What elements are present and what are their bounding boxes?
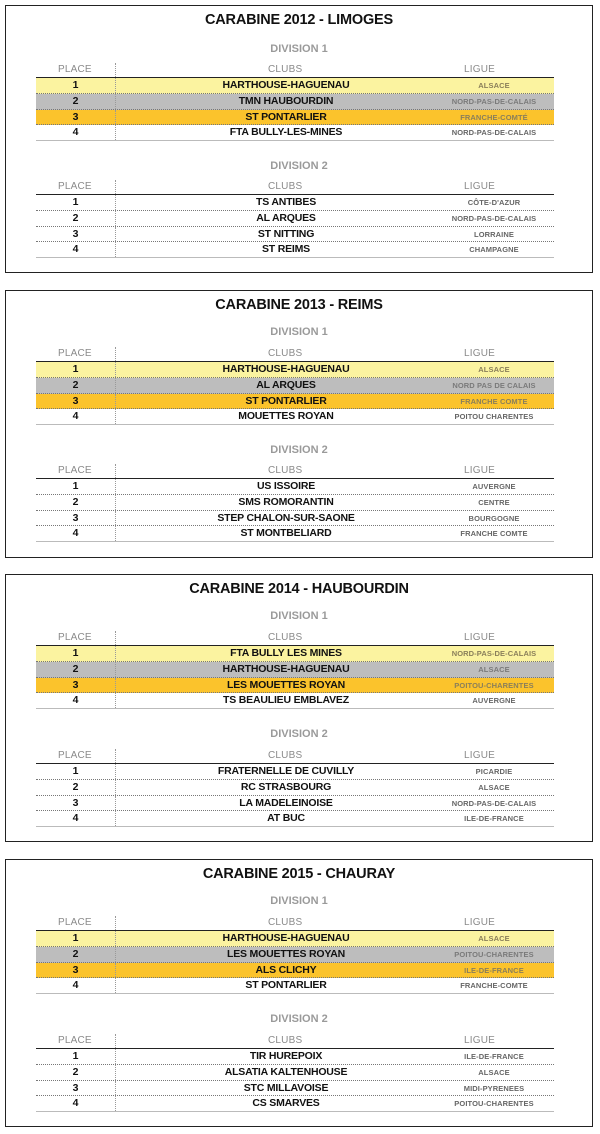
- club: ALSATIA KALTENHOUSE: [224, 1065, 348, 1078]
- place: 1: [72, 765, 79, 777]
- table-header: [36, 63, 554, 78]
- place: 4: [72, 527, 79, 540]
- ligue: NORD-PAS-DE-CALAIS: [451, 128, 537, 138]
- header-clubs: CLUBS: [268, 632, 303, 643]
- header-place: PLACE: [58, 181, 92, 192]
- ligue: BOURGOGNE: [468, 513, 520, 523]
- table-row: [36, 811, 554, 827]
- club: LA MADELEINOISE: [239, 796, 333, 809]
- club: US ISSOIRE: [256, 480, 316, 492]
- club: TS ANTIBES: [255, 196, 317, 208]
- ligue: ALSACE: [478, 365, 510, 374]
- place: 1: [72, 79, 79, 91]
- place: 4: [72, 243, 79, 256]
- place: 3: [72, 227, 79, 240]
- table-row: [36, 378, 554, 394]
- place: 2: [72, 495, 79, 508]
- header-ligue: LIGUE: [464, 917, 496, 928]
- header-ligue: LIGUE: [464, 181, 496, 192]
- division-1-table: [36, 347, 554, 425]
- table-row: [36, 110, 554, 126]
- table-header: [36, 631, 554, 646]
- place: 4: [72, 1097, 79, 1110]
- place: 4: [72, 126, 79, 139]
- header-place: PLACE: [58, 750, 92, 761]
- table-row: [36, 211, 554, 227]
- club: FTA BULLY LES MINES: [230, 647, 342, 659]
- place: 3: [72, 796, 79, 809]
- club: AL ARQUES: [256, 211, 316, 224]
- place: 2: [72, 780, 79, 793]
- club: LES MOUETTES ROYAN: [227, 678, 345, 691]
- table-row: [36, 963, 554, 979]
- card-title: CARABINE 2015 - CHAURAY: [202, 866, 396, 882]
- ligue: MIDI-PYRENEES: [463, 1083, 525, 1093]
- table-row: [36, 978, 554, 994]
- place: 4: [72, 812, 79, 825]
- place: 2: [72, 1065, 79, 1078]
- table-header: [36, 347, 554, 362]
- table-row: [36, 931, 554, 947]
- club: ST PONTARLIER: [245, 394, 327, 407]
- table-row: [36, 495, 554, 511]
- table-row: [36, 125, 554, 141]
- table-row: [36, 526, 554, 542]
- table-row: [36, 764, 554, 780]
- place: 1: [72, 363, 79, 375]
- division-2-title: DIVISION 2: [270, 160, 328, 172]
- place: 1: [72, 647, 79, 659]
- ligue: NORD-PAS-DE-CALAIS: [451, 96, 537, 106]
- table-row: [36, 1065, 554, 1081]
- header-ligue: LIGUE: [464, 348, 496, 359]
- club: STC MILLAVOISE: [243, 1081, 329, 1094]
- table-header: [36, 749, 554, 764]
- table-row: [36, 362, 554, 378]
- header-place: PLACE: [58, 632, 92, 643]
- ligue: ILE-DE-FRANCE: [464, 814, 524, 824]
- division-1-table: [36, 631, 554, 709]
- ligue: NORD PAS DE CALAIS: [452, 380, 536, 390]
- place: 4: [72, 979, 79, 992]
- header-clubs: CLUBS: [268, 465, 303, 476]
- table-row: [36, 1096, 554, 1112]
- club: ST PONTARLIER: [245, 979, 327, 992]
- header-clubs: CLUBS: [268, 1035, 303, 1046]
- table-row: [36, 1049, 554, 1065]
- ligue: ALSACE: [478, 782, 510, 792]
- club: ALS CLICHY: [255, 963, 317, 976]
- ligue: CÔTE-D'AZUR: [467, 198, 521, 207]
- header-ligue: LIGUE: [464, 465, 496, 476]
- place: 1: [72, 1050, 79, 1062]
- place: 4: [72, 410, 79, 423]
- club: AT BUC: [267, 812, 305, 825]
- ligue: NORD-PAS-DE-CALAIS: [451, 798, 537, 808]
- results-card-2013: [5, 290, 593, 558]
- table-row: [36, 94, 554, 110]
- club: HARTHOUSE-HAGUENAU: [222, 79, 350, 91]
- club: STEP CHALON-SUR-SAONE: [217, 511, 355, 524]
- table-row: [36, 511, 554, 527]
- table-header: [36, 916, 554, 931]
- club: TIR HUREPOIX: [249, 1050, 323, 1062]
- club: FTA BULLY-LES-MINES: [229, 126, 343, 139]
- header-clubs: CLUBS: [268, 64, 303, 75]
- table-row: [36, 409, 554, 425]
- division-2-table: [36, 180, 554, 258]
- division-1-table: [36, 916, 554, 994]
- division-2-title: DIVISION 2: [270, 444, 328, 456]
- club: CS SMARVES: [252, 1097, 320, 1110]
- club: ST NITTING: [257, 227, 315, 240]
- ligue: POITOU-CHARENTES: [454, 1099, 534, 1109]
- club: ST REIMS: [262, 243, 310, 256]
- ligue: NORD-PAS-DE-CALAIS: [451, 649, 537, 658]
- header-ligue: LIGUE: [464, 632, 496, 643]
- table-row: [36, 947, 554, 963]
- header-clubs: CLUBS: [268, 181, 303, 192]
- table-row: [36, 678, 554, 694]
- club: HARTHOUSE-HAGUENAU: [222, 662, 350, 675]
- club: MOUETTES ROYAN: [238, 410, 334, 423]
- table-row: [36, 693, 554, 709]
- header-ligue: LIGUE: [464, 1035, 496, 1046]
- place: 3: [72, 963, 79, 976]
- header-ligue: LIGUE: [464, 750, 496, 761]
- header-place: PLACE: [58, 1035, 92, 1046]
- header-ligue: LIGUE: [464, 64, 496, 75]
- ligue: PICARDIE: [475, 767, 513, 776]
- club: LES MOUETTES ROYAN: [227, 947, 345, 960]
- division-2-title: DIVISION 2: [270, 728, 328, 740]
- ligue: POITOU CHARENTES: [454, 412, 534, 422]
- table-row: [36, 227, 554, 243]
- card-title: CARABINE 2013 - REIMS: [215, 297, 383, 313]
- table-header: [36, 180, 554, 195]
- place: 3: [72, 394, 79, 407]
- card-title: CARABINE 2012 - LIMOGES: [205, 12, 393, 28]
- table-row: [36, 479, 554, 495]
- ligue: ALSACE: [478, 934, 510, 943]
- ligue: LORRAINE: [474, 229, 514, 239]
- place: 2: [72, 378, 79, 391]
- header-clubs: CLUBS: [268, 348, 303, 359]
- ligue: CENTRE: [478, 497, 510, 507]
- ligue: FRANCHE-COMTÉ: [460, 112, 528, 122]
- club: TS BEAULIEU EMBLAVEZ: [223, 694, 349, 707]
- ligue: ALSACE: [478, 664, 510, 674]
- table-row: [36, 780, 554, 796]
- table-header: [36, 464, 554, 479]
- club: RC STRASBOURG: [240, 780, 332, 793]
- results-card-2014: [5, 574, 593, 842]
- division-2-table: [36, 464, 554, 542]
- division-1-title: DIVISION 1: [270, 610, 328, 622]
- division-2-title: DIVISION 2: [270, 1013, 328, 1025]
- place: 1: [72, 480, 79, 492]
- division-2-table: [36, 1034, 554, 1112]
- results-card-2012: [5, 5, 593, 273]
- place: 4: [72, 694, 79, 707]
- ligue: FRANCHE COMTE: [460, 396, 528, 406]
- division-1-title: DIVISION 1: [270, 43, 328, 55]
- card-title: CARABINE 2014 - HAUBOURDIN: [189, 581, 409, 597]
- division-1-title: DIVISION 1: [270, 326, 328, 338]
- place: 2: [72, 947, 79, 960]
- table-row: [36, 78, 554, 94]
- ligue: FRANCHE COMTE: [460, 529, 528, 539]
- ligue: ILE-DE-FRANCE: [464, 965, 524, 975]
- place: 2: [72, 94, 79, 107]
- club: AL ARQUES: [256, 378, 316, 391]
- place: 2: [72, 662, 79, 675]
- division-1-title: DIVISION 1: [270, 895, 328, 907]
- place: 3: [72, 511, 79, 524]
- club: ST MONTBELIARD: [240, 527, 332, 540]
- club: HARTHOUSE-HAGUENAU: [222, 363, 350, 375]
- table-row: [36, 195, 554, 211]
- header-place: PLACE: [58, 917, 92, 928]
- table-row: [36, 1081, 554, 1097]
- place: 1: [72, 196, 79, 208]
- ligue: ALSACE: [478, 81, 510, 90]
- place: 2: [72, 211, 79, 224]
- table-row: [36, 796, 554, 812]
- header-place: PLACE: [58, 465, 92, 476]
- club: ST PONTARLIER: [245, 110, 327, 123]
- table-row: [36, 394, 554, 410]
- club: HARTHOUSE-HAGUENAU: [222, 932, 350, 944]
- division-2-table: [36, 749, 554, 827]
- table-row: [36, 646, 554, 662]
- ligue: FRANCHE-COMTE: [460, 981, 528, 991]
- place: 3: [72, 678, 79, 691]
- ligue: NORD-PAS-DE-CALAIS: [451, 213, 537, 223]
- club: SMS ROMORANTIN: [238, 495, 334, 508]
- ligue: POITOU-CHARENTES: [454, 949, 534, 959]
- ligue: AUVERGNE: [472, 482, 516, 491]
- ligue: AUVERGNE: [472, 696, 516, 706]
- ligue: ILE-DE-FRANCE: [464, 1052, 524, 1061]
- ligue: CHAMPAGNE: [469, 245, 519, 255]
- table-header: [36, 1034, 554, 1049]
- table-row: [36, 242, 554, 258]
- header-clubs: CLUBS: [268, 750, 303, 761]
- place: 1: [72, 932, 79, 944]
- ligue: POITOU-CHARENTES: [454, 680, 534, 690]
- table-row: [36, 662, 554, 678]
- division-1-table: [36, 63, 554, 141]
- header-place: PLACE: [58, 64, 92, 75]
- header-clubs: CLUBS: [268, 917, 303, 928]
- club: TMN HAUBOURDIN: [238, 94, 334, 107]
- results-card-2015: [5, 859, 593, 1127]
- place: 3: [72, 110, 79, 123]
- club: FRATERNELLE DE CUVILLY: [217, 765, 355, 777]
- place: 3: [72, 1081, 79, 1094]
- ligue: ALSACE: [478, 1067, 510, 1077]
- header-place: PLACE: [58, 348, 92, 359]
